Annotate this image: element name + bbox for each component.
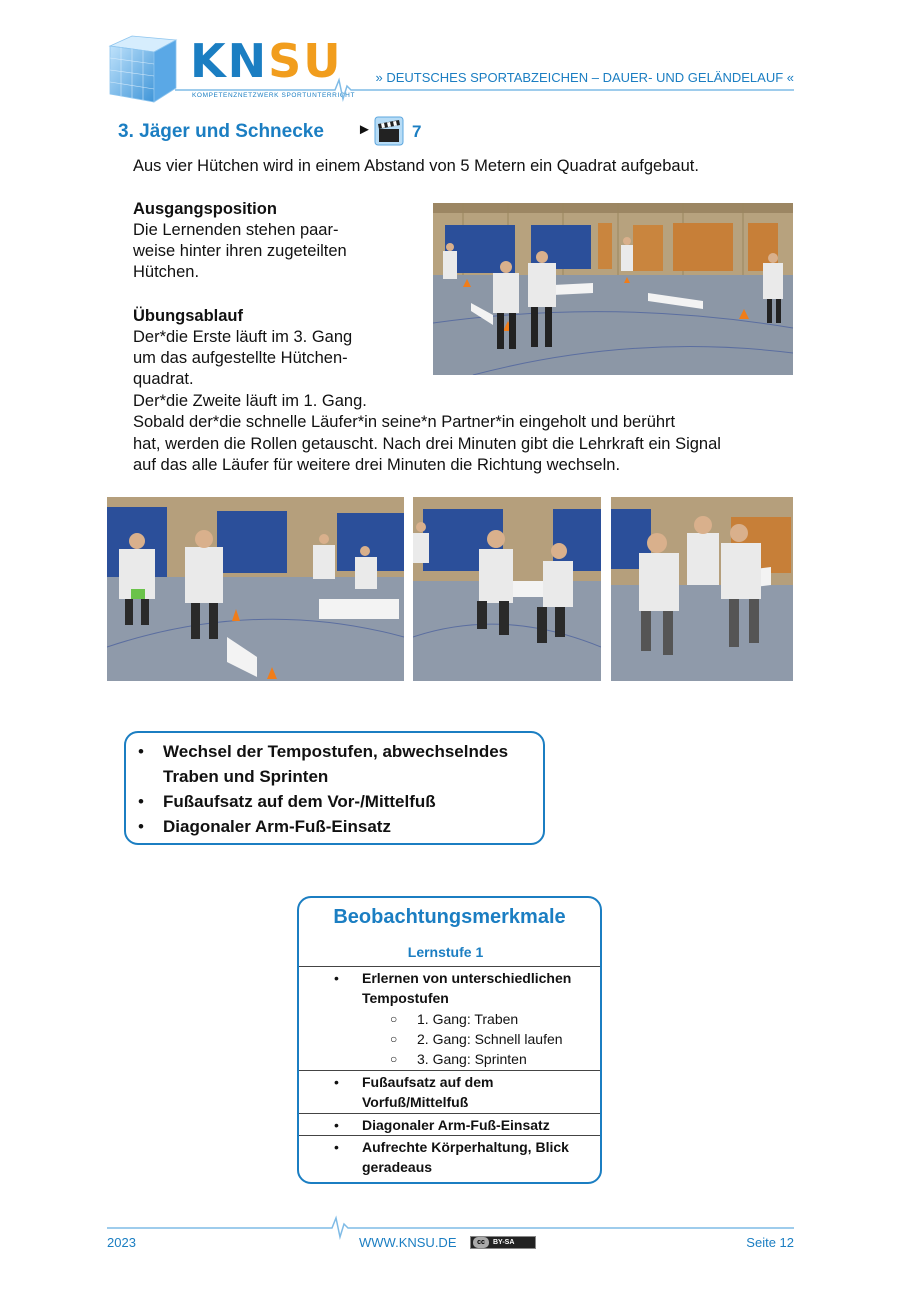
gym-photo-running-2 [413, 497, 601, 681]
uebungsablauf-line: Der*die Erste läuft im 3. Gang [133, 328, 353, 346]
uebungsablauf-line: Der*die Zweite läuft im 1. Gang. [133, 392, 367, 410]
circle-bullet-icon: ○ [390, 1052, 398, 1066]
bullet-icon: • [334, 970, 339, 986]
observation-level: Lernstufe 1 [407, 944, 484, 960]
section-title: 3. Jäger und Schnecke [118, 121, 324, 142]
play-icon[interactable]: ► [357, 121, 372, 138]
license-label: BY-SA [493, 1239, 515, 1246]
creative-commons-icon: cc [473, 1237, 489, 1248]
observation-row [299, 1135, 600, 1184]
observation-row [299, 966, 600, 1070]
observation-text: Aufrechte Körperhaltung, Blick [362, 1139, 569, 1155]
uebungsablauf-heading: Übungsablauf [133, 307, 243, 325]
footer-year: 2023 [107, 1235, 136, 1250]
circle-bullet-icon: ○ [390, 1032, 398, 1046]
bullet-icon: • [334, 1139, 339, 1155]
uebungsablauf-line: hat, werden die Rollen getauscht. Nach drei Minuten gibt die Lehrkraft ein Signal [133, 435, 721, 453]
clapperboard-icon[interactable] [372, 114, 406, 148]
uebungsablauf-line: auf das alle Läufer für weitere drei Minuten die Richtung wechseln. [133, 456, 621, 474]
header-title: » DEUTSCHES SPORTABZEICHEN – DAUER- UND GELÄNDELAUF « [375, 70, 794, 85]
uebungsablauf-line: quadrat. [133, 370, 194, 388]
tempo-item: 2. Gang: Schnell laufen [417, 1031, 563, 1047]
observation-text: Fußaufsatz auf dem [362, 1074, 494, 1090]
observation-box [297, 896, 602, 1184]
key-point: • Wechsel der Tempostufen, abwechselndes [138, 739, 508, 764]
key-point: • Diagonaler Arm-Fuß-Einsatz [138, 814, 508, 839]
observation-text: geradeaus [362, 1159, 433, 1175]
cc-license-badge[interactable] [470, 1236, 536, 1249]
intro-text: Aus vier Hütchen wird in einem Abstand von 5 Metern ein Quadrat aufgebaut. [133, 157, 699, 175]
bullet-icon: • [334, 1117, 339, 1133]
uebungsablauf-line: Sobald der*die schnelle Läufer*in seine*n Partner*in eingeholt und berührt [133, 413, 676, 431]
observation-text: Erlernen von unterschiedlichen [362, 970, 572, 986]
gym-photo-running-1 [107, 497, 404, 681]
logo-subtitle: KOMPETENZNETZWERK SPORTUNTERRICHT [192, 92, 356, 99]
tempo-item: 1. Gang: Traben [417, 1011, 519, 1027]
key-points-box [124, 731, 545, 845]
circle-bullet-icon: ○ [390, 1012, 398, 1026]
knsu-logo [106, 30, 356, 106]
cube-logo-icon [106, 32, 178, 104]
key-point: • Fußaufsatz auf dem Vor-/Mittelfuß [138, 789, 508, 814]
observation-row [299, 1070, 600, 1113]
gym-photo-running-3 [611, 497, 793, 681]
gym-photo-start-position [433, 203, 793, 375]
logo-wordmark: KNSU [190, 34, 343, 88]
footer-page-number: Seite 12 [746, 1235, 794, 1250]
ausgangsposition-heading: Ausgangsposition [133, 200, 277, 218]
tempo-item: 3. Gang: Sprinten [417, 1051, 527, 1067]
observation-title: Beobachtungsmerkmale [333, 906, 566, 928]
observation-text: Diagonaler Arm-Fuß-Einsatz [362, 1117, 550, 1133]
bullet-icon: • [334, 1074, 339, 1090]
uebungsablauf-line: um das aufgestellte Hütchen- [133, 349, 348, 367]
ausgangsposition-line: Hütchen. [133, 263, 200, 281]
ausgangsposition-line: Die Lernenden stehen paar- [133, 221, 339, 239]
observation-text: Vorfuß/Mittelfuß [362, 1094, 469, 1110]
observation-text: Tempostufen [362, 990, 449, 1006]
observation-row [299, 1113, 600, 1135]
footer-website-link[interactable]: WWW.KNSU.DE [359, 1235, 457, 1250]
ausgangsposition-line: weise hinter ihren zugeteilten [133, 242, 347, 260]
video-number: 7 [412, 122, 422, 141]
key-point-continuation: Traben und Sprinten [163, 767, 329, 786]
